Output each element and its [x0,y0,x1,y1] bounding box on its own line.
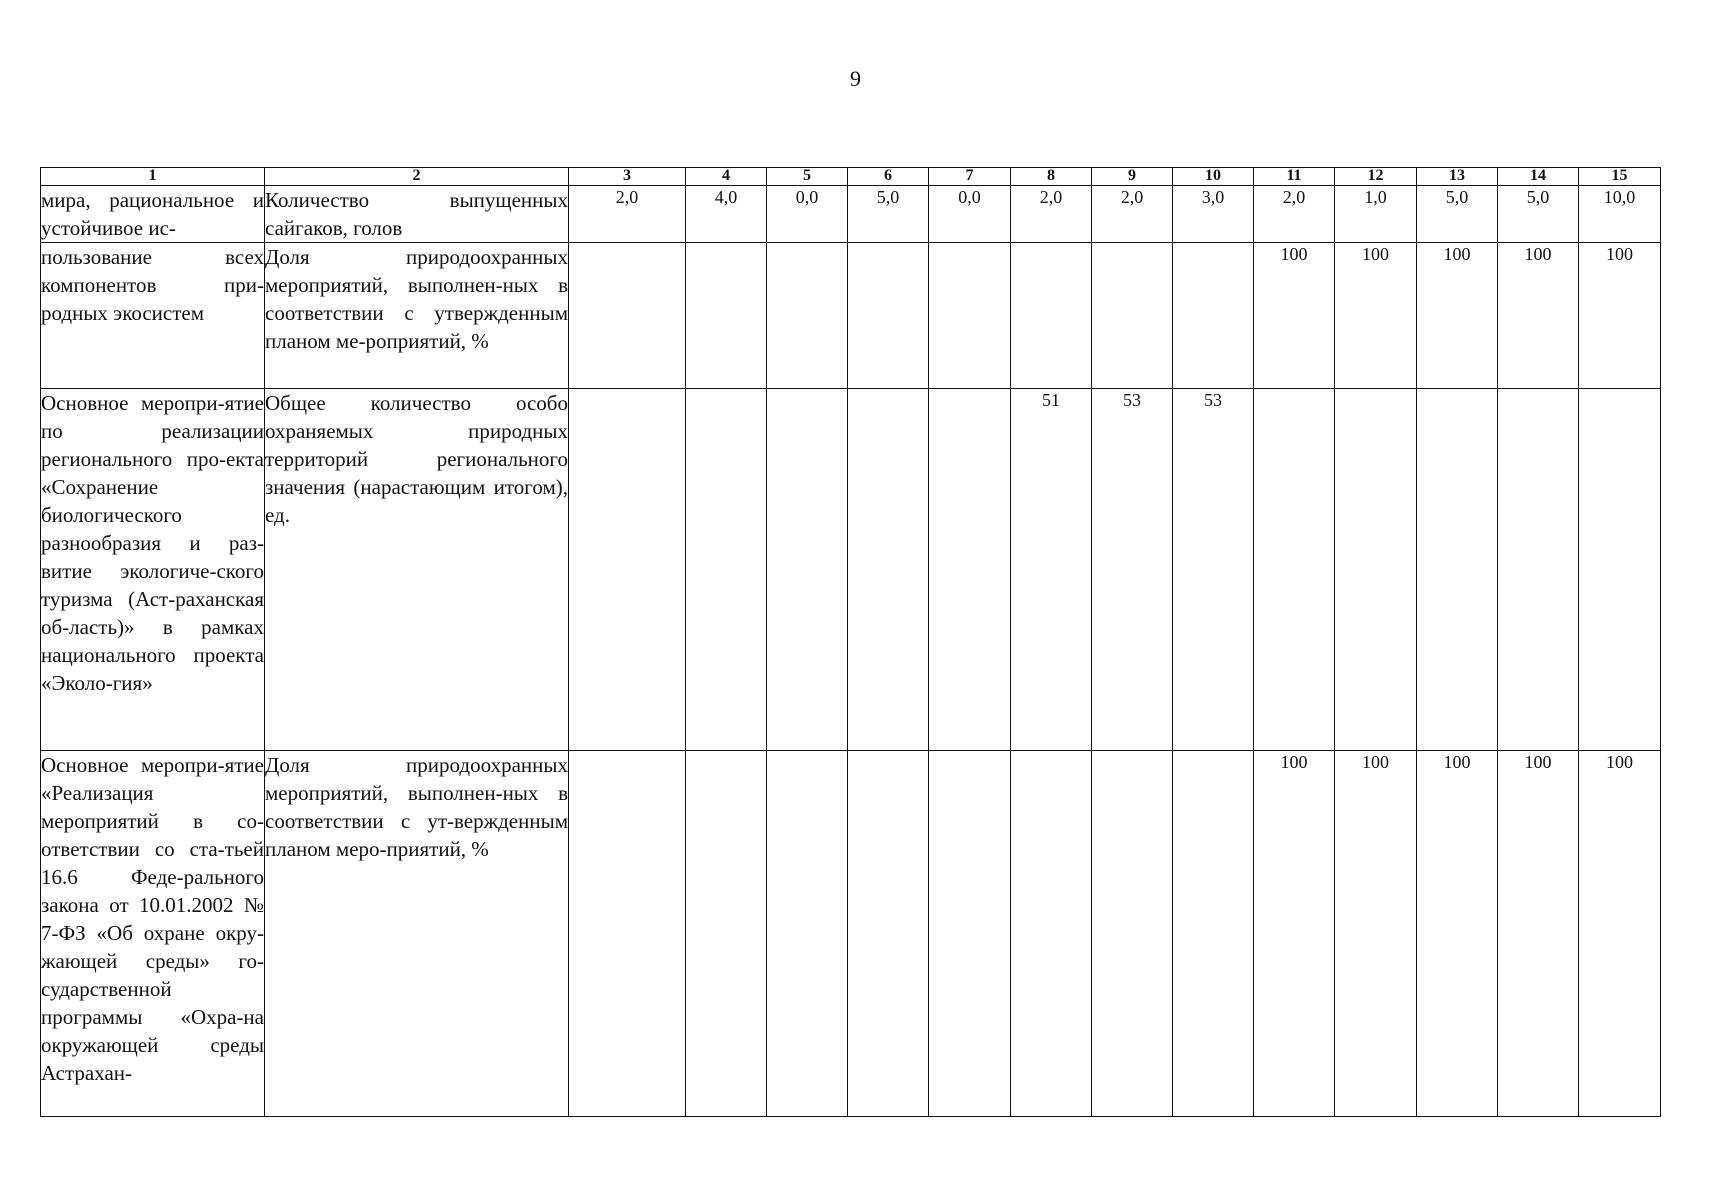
value-cell [686,389,767,751]
value-cell [1173,751,1254,1117]
value-cell [848,389,929,751]
column-number: 15 [1579,168,1661,186]
column-number: 5 [767,168,848,186]
indicator-cell: Доля природоохранных мероприятий, выполнен-ных в соответствии с утвержденным планом ме-роприятий, % [265,243,569,389]
column-number: 14 [1498,168,1579,186]
value-cell [848,243,929,389]
value-cell: 100 [1335,243,1417,389]
header-row [41,168,1661,186]
value-cell: 100 [1579,751,1661,1117]
indicators-table [40,167,1661,1117]
value-cell: 100 [1498,751,1579,1117]
value-cell: 4,0 [686,186,767,243]
value-cell [1417,389,1498,751]
value-cell [1092,243,1173,389]
value-cell [1579,389,1661,751]
column-number: 10 [1173,168,1254,186]
column-number: 2 [265,168,569,186]
value-cell [1335,389,1417,751]
value-cell [1092,751,1173,1117]
value-cell: 100 [1579,243,1661,389]
column-number: 7 [929,168,1011,186]
value-cell [929,751,1011,1117]
value-cell [686,243,767,389]
value-cell: 3,0 [1173,186,1254,243]
value-cell [1254,389,1335,751]
table-row [41,751,1661,1117]
value-cell: 5,0 [848,186,929,243]
table-row [41,186,1661,243]
value-cell: 100 [1254,243,1335,389]
value-cell [767,389,848,751]
column-number: 12 [1335,168,1417,186]
indicator-cell: Количество выпущенных сайгаков, голов [265,186,569,243]
value-cell [1498,389,1579,751]
value-cell: 5,0 [1417,186,1498,243]
value-cell: 2,0 [1092,186,1173,243]
value-cell: 2,0 [569,186,686,243]
value-cell [848,751,929,1117]
indicator-cell: Доля природоохранных мероприятий, выполнен-ных в соответствии с ут-вержденным планом меро-приятий, % [265,751,569,1117]
value-cell: 100 [1417,243,1498,389]
table-row [41,243,1661,389]
column-number: 3 [569,168,686,186]
measure-cell: Основное меропри-ятие «Реализация мероприятий в со-ответствии со ста-тьей 16.6 Феде-рального закона от 10.01.2002 № 7-ФЗ «Об охране окру-жающей среды» го-сударственной программы «Охра-на окружающей среды Астрахан- [41,751,265,1117]
column-number: 4 [686,168,767,186]
column-number: 13 [1417,168,1498,186]
value-cell [929,243,1011,389]
value-cell [767,751,848,1117]
page-number: 9 [850,66,861,91]
value-cell: 10,0 [1579,186,1661,243]
column-number: 9 [1092,168,1173,186]
column-number: 11 [1254,168,1335,186]
value-cell: 0,0 [767,186,848,243]
value-cell [1011,243,1092,389]
table-row [41,389,1661,751]
value-cell [767,243,848,389]
value-cell [569,243,686,389]
value-cell [569,751,686,1117]
column-number: 8 [1011,168,1092,186]
measure-cell: мира, рациональное и устойчивое ис- [41,186,265,243]
value-cell: 100 [1254,751,1335,1117]
value-cell: 53 [1092,389,1173,751]
value-cell [929,389,1011,751]
column-number: 1 [41,168,265,186]
value-cell: 1,0 [1335,186,1417,243]
indicator-cell: Общее количество особо охраняемых природных территорий регионального значения (нарастающим итогом), ед. [265,389,569,751]
value-cell: 53 [1173,389,1254,751]
measure-cell: Основное меропри-ятие по реализации регионального про-екта «Сохранение биологического разнообразия и раз-витие экологиче-ского туризма (Аст-раханская об-ласть)» в рамках национального проекта «Эколо-гия» [41,389,265,751]
value-cell: 100 [1417,751,1498,1117]
value-cell: 51 [1011,389,1092,751]
value-cell: 0,0 [929,186,1011,243]
value-cell: 100 [1498,243,1579,389]
value-cell [1011,751,1092,1117]
value-cell: 2,0 [1254,186,1335,243]
value-cell [1173,243,1254,389]
value-cell [686,751,767,1117]
value-cell: 5,0 [1498,186,1579,243]
value-cell: 2,0 [1011,186,1092,243]
measure-cell: пользование всех компонентов при-родных экосистем [41,243,265,389]
value-cell: 100 [1335,751,1417,1117]
column-number: 6 [848,168,929,186]
value-cell [569,389,686,751]
